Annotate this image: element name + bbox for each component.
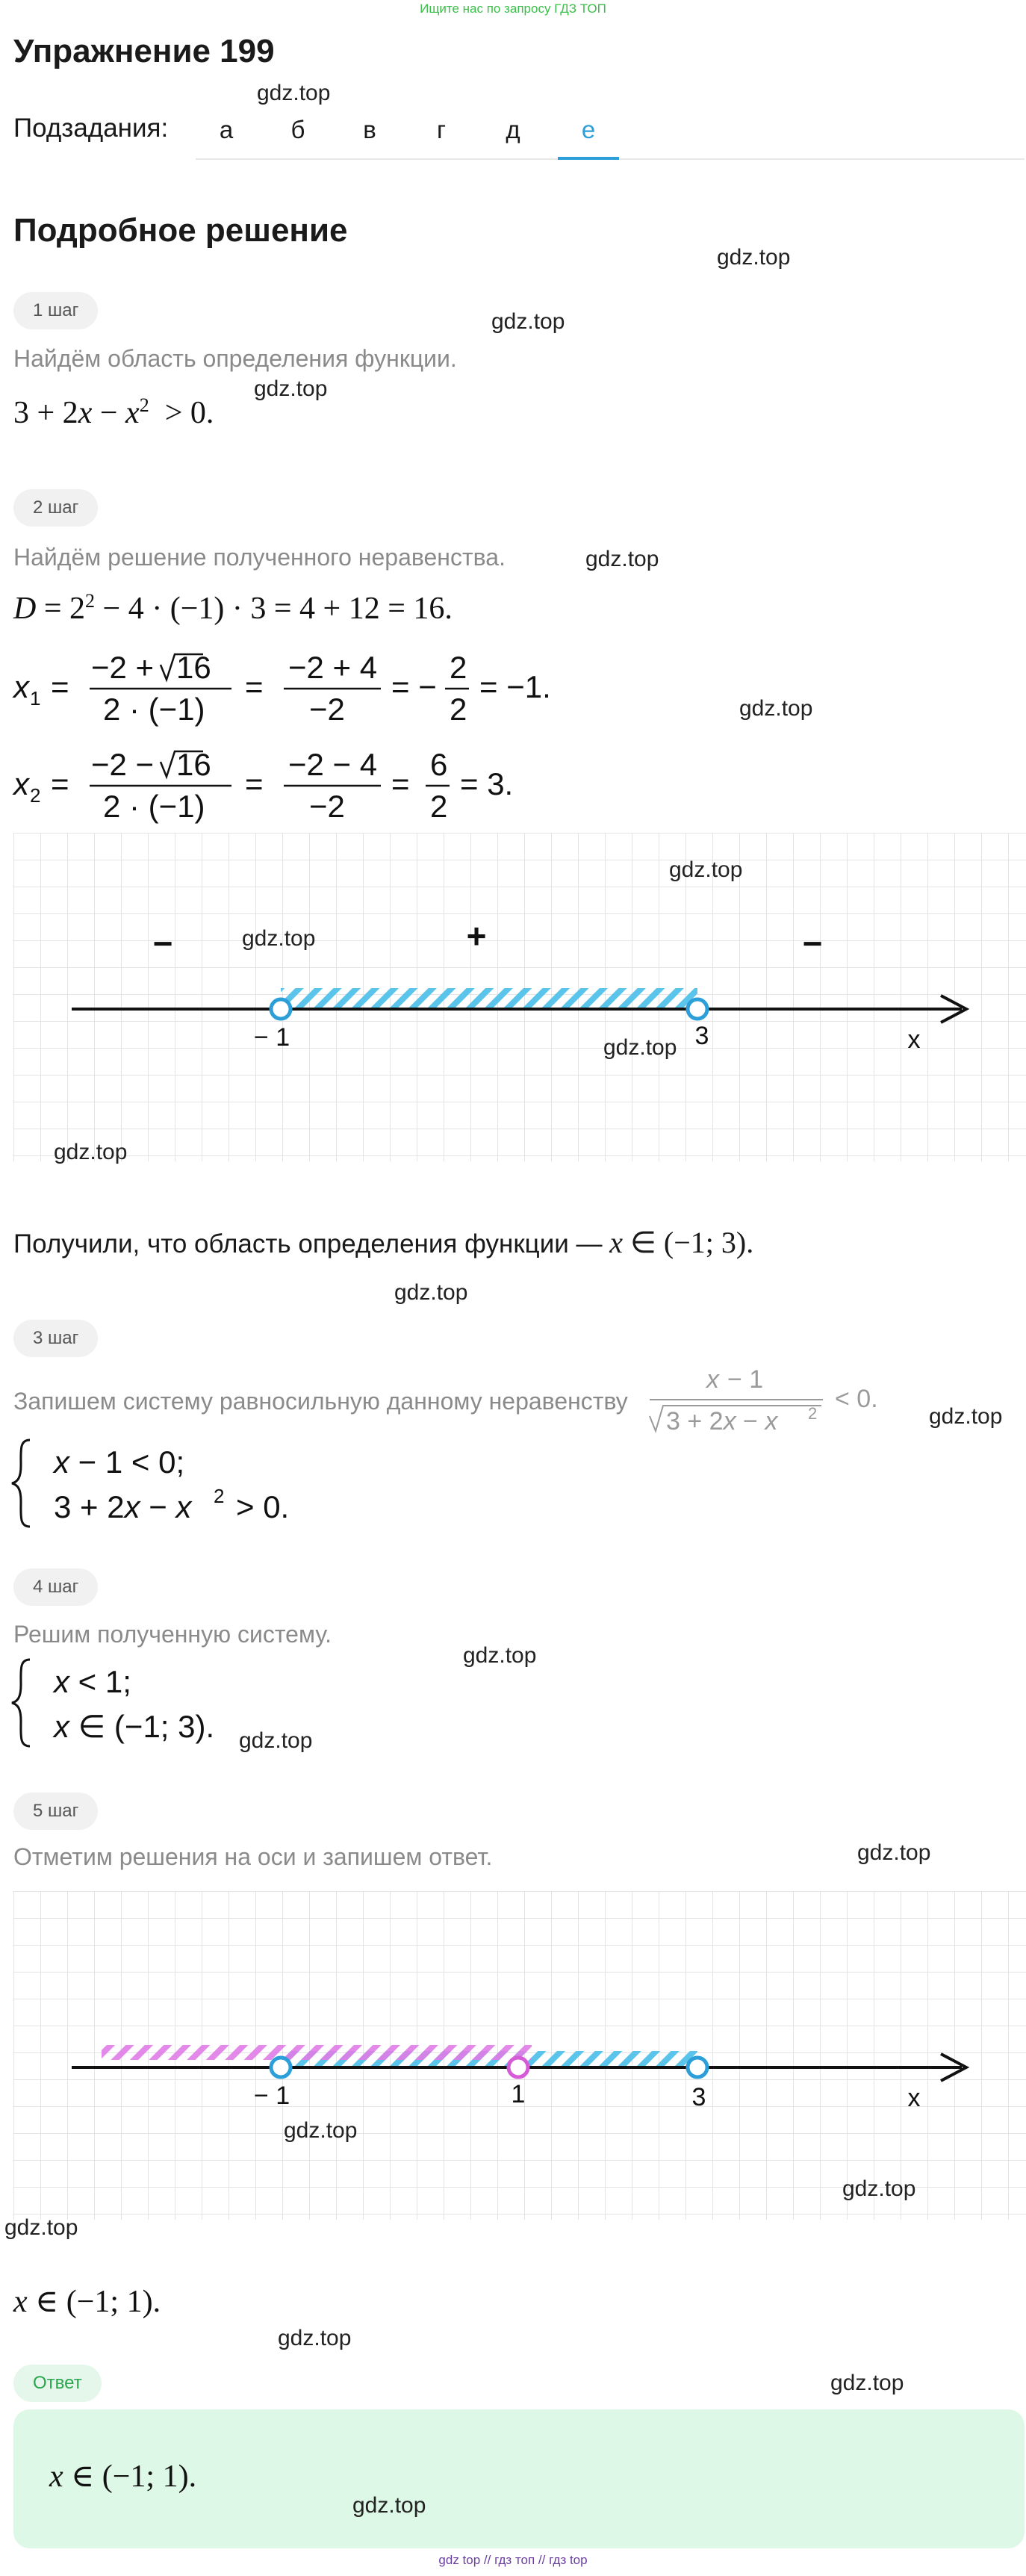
axis-label-1: 1 <box>511 2080 526 2108</box>
step-1-badge: 1 шаг <box>13 292 98 329</box>
domain-conclusion: Получили, что область определения функции — x ∈ (−1; 3). <box>13 1226 754 1259</box>
number-axis-2 <box>13 1891 1026 2220</box>
watermark: gdz.top <box>929 1404 1003 1429</box>
watermark: gdz.top <box>842 2176 916 2201</box>
watermark: gdz.top <box>54 1140 128 1164</box>
axis-label-3: 3 <box>691 2083 706 2111</box>
watermark: gdz.top <box>491 309 565 334</box>
answer-math: x ∈ (−1; 1). <box>49 2459 197 2494</box>
svg-text:x ∈ (−1; 3).: x ∈ (−1; 3). <box>54 1709 215 1744</box>
tab-b[interactable]: б <box>290 116 305 143</box>
axis-label-3: 3 <box>694 1022 709 1050</box>
step-5-desc: Отметим решения на оси и запишем ответ. <box>13 1843 493 1870</box>
axis-label-x: x <box>907 2084 921 2112</box>
svg-text:x: x <box>13 669 29 704</box>
page-title: Упражнение 199 <box>13 33 275 69</box>
tab-v[interactable]: в <box>363 116 376 143</box>
svg-text:−2 +: −2 + <box>91 650 155 685</box>
svg-text:x: x <box>706 1365 719 1394</box>
svg-text:3 + 2x − x: 3 + 2x − x <box>54 1489 192 1524</box>
answer-box <box>13 2409 1025 2548</box>
svg-text:< 0.: < 0. <box>835 1385 878 1413</box>
svg-text:2 · (−1): 2 · (−1) <box>103 692 205 727</box>
svg-text:= −1.: = −1. <box>479 669 551 704</box>
axis-label-x: x <box>907 1025 921 1054</box>
svg-text:x < 1;: x < 1; <box>54 1664 131 1699</box>
svg-text:2: 2 <box>30 784 41 807</box>
svg-text:2: 2 <box>214 1485 225 1507</box>
section-title: Подробное решение <box>13 212 348 249</box>
svg-text:− 1: − 1 <box>727 1365 764 1394</box>
svg-text:2: 2 <box>808 1404 818 1423</box>
tab-d[interactable]: д <box>506 116 520 143</box>
svg-text:= −: = − <box>391 669 437 704</box>
open-point-1 <box>509 2058 528 2077</box>
svg-text:x: x <box>13 766 29 801</box>
inequality-fraction <box>645 1358 899 1440</box>
svg-text:−2: −2 <box>309 789 345 824</box>
step-5-result: x ∈ (−1; 1). <box>13 2285 161 2319</box>
svg-text:3 + 2x − x: 3 + 2x − x <box>666 1407 778 1436</box>
watermark: gdz.top <box>394 1280 468 1305</box>
svg-text:16: 16 <box>176 650 211 685</box>
sign-left: − <box>152 924 173 963</box>
sign-right: − <box>802 924 823 963</box>
number-axis-1 <box>13 833 1026 1161</box>
watermark: gdz.top <box>857 1840 931 1865</box>
svg-text:=: = <box>245 766 264 801</box>
watermark: gdz.top <box>239 1728 313 1753</box>
watermark: gdz.top <box>254 376 328 401</box>
step-5-badge: 5 шаг <box>13 1793 98 1830</box>
subtasks-label: Подзадания: <box>13 114 169 143</box>
discriminant-math: $D = 2^2 - 4 \cdot (-1) \cdot 3 = 4 + 12 = 16$. <box>13 590 453 626</box>
svg-text:> 0.: > 0. <box>236 1489 290 1524</box>
open-point-minus1 <box>271 999 290 1019</box>
step-1-math: $3 + 2x - x^2 > 0$. <box>13 394 214 430</box>
svg-text:16: 16 <box>176 747 211 782</box>
top-banner: Ищите нас по запросу ГДЗ ТОП <box>420 1 606 16</box>
step-1-desc: Найдём область определения функции. <box>13 345 457 372</box>
watermark: gdz.top <box>717 245 791 270</box>
watermark: gdz.top <box>352 2493 426 2518</box>
open-point-minus1 <box>271 2058 290 2077</box>
svg-text:6: 6 <box>430 747 448 782</box>
svg-text:= 3.: = 3. <box>460 766 514 801</box>
svg-text:x − 1 < 0;: x − 1 < 0; <box>54 1444 185 1480</box>
domain-conclusion-text: Получили, что область определения функции — <box>13 1229 603 1258</box>
axis-label-minus1: − 1 <box>253 2082 290 2110</box>
interval-hatch <box>281 988 697 1008</box>
sign-middle: + <box>466 916 487 955</box>
svg-text:=: = <box>391 766 410 801</box>
step-3-desc: Запишем систему равносильную данному неравенству <box>13 1388 628 1415</box>
step-2-desc: Найдём решение полученного неравенства. <box>13 544 506 571</box>
svg-text:−2 − 4: −2 − 4 <box>288 747 378 782</box>
roots-math <box>7 642 590 837</box>
svg-text:=: = <box>51 766 69 801</box>
answer-badge: Ответ <box>13 2365 102 2402</box>
watermark: gdz.top <box>603 1035 677 1060</box>
svg-text:2: 2 <box>430 789 448 824</box>
svg-text:2 · (−1): 2 · (−1) <box>103 789 205 824</box>
svg-text:2: 2 <box>450 650 467 685</box>
watermark: gdz.top <box>739 696 813 721</box>
step-4-desc: Решим полученную систему. <box>13 1621 332 1648</box>
tab-a[interactable]: а <box>219 116 234 143</box>
system-1 <box>10 1436 339 1533</box>
svg-text:=: = <box>245 669 264 704</box>
svg-text:=: = <box>51 669 69 704</box>
watermark: gdz.top <box>669 857 743 882</box>
svg-text:1: 1 <box>30 687 41 710</box>
open-point-3 <box>688 999 707 1019</box>
watermark: gdz.top <box>284 2118 358 2143</box>
tab-g[interactable]: г <box>436 116 447 143</box>
subtask-tabs <box>196 112 1025 160</box>
interval-hatch-condition <box>102 2045 532 2060</box>
axis-label-minus1: − 1 <box>253 1023 290 1052</box>
svg-text:2: 2 <box>450 692 467 727</box>
svg-text:−2: −2 <box>309 692 345 727</box>
svg-text:−2 −: −2 − <box>91 747 155 782</box>
watermark: gdz.top <box>257 81 331 105</box>
watermark: gdz.top <box>585 547 659 571</box>
tab-e[interactable]: е <box>558 112 619 160</box>
watermark: gdz.top <box>463 1643 537 1668</box>
svg-text:−2 + 4: −2 + 4 <box>288 650 378 685</box>
watermark: gdz.top <box>242 926 316 951</box>
step-3-badge: 3 шаг <box>13 1320 98 1357</box>
step-4-badge: 4 шаг <box>13 1568 98 1606</box>
footer-links[interactable]: gdz top // гдз топ // гдз top <box>438 2553 588 2567</box>
watermark: gdz.top <box>4 2215 78 2240</box>
open-point-3 <box>688 2058 707 2077</box>
watermark: gdz.top <box>278 2326 352 2350</box>
step-2-badge: 2 шаг <box>13 489 98 527</box>
watermark: gdz.top <box>830 2371 904 2395</box>
